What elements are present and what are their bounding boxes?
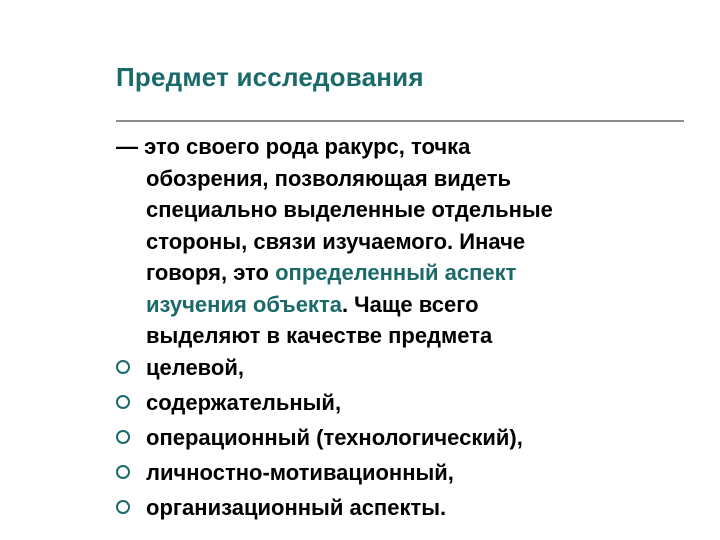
hollow-circle-bullet-icon — [116, 500, 130, 514]
definition-line-7: выделяют в качестве предмета — [146, 323, 493, 348]
definition-line-3: специально выделенные отдельные — [146, 197, 553, 222]
definition-line-4: стороны, связи изучаемого. Иначе — [146, 228, 526, 254]
list-item — [116, 490, 676, 525]
highlight-object: изучения объекта — [146, 291, 342, 317]
list-item — [116, 455, 676, 490]
hollow-circle-bullet-icon — [116, 465, 130, 479]
list-item-text: личностно-мотивационный, — [146, 460, 454, 485]
hollow-circle-bullet-icon — [116, 360, 130, 374]
highlight-aspect: определенный аспект — [275, 260, 517, 285]
hollow-circle-bullet-icon — [116, 430, 130, 444]
list-item-text: целевой, — [146, 355, 244, 380]
list-item — [116, 420, 676, 455]
definition-line-6-text: . Чаще всего — [341, 291, 479, 317]
definition-line-6 — [116, 289, 676, 321]
list-item-text: организационный аспекты. — [146, 495, 447, 520]
list-item — [116, 350, 676, 385]
hollow-circle-bullet-icon — [116, 395, 130, 409]
definition-line-5-text: говоря, это — [146, 260, 276, 285]
definition-line-2: обозрения, позволяющая видеть — [146, 165, 512, 191]
list-item — [116, 385, 676, 420]
definition-line-5 — [116, 257, 676, 289]
list-item-text: содержательный, — [146, 390, 342, 415]
slide-title: Предмет исследования — [116, 62, 424, 92]
list-item-text: операционный (технологический), — [146, 425, 523, 450]
definition-paragraph — [116, 131, 676, 352]
definition-line-1: — это своего рода ракурс, точка — [116, 134, 471, 159]
aspects-list — [116, 350, 676, 525]
title-divider — [116, 120, 684, 122]
